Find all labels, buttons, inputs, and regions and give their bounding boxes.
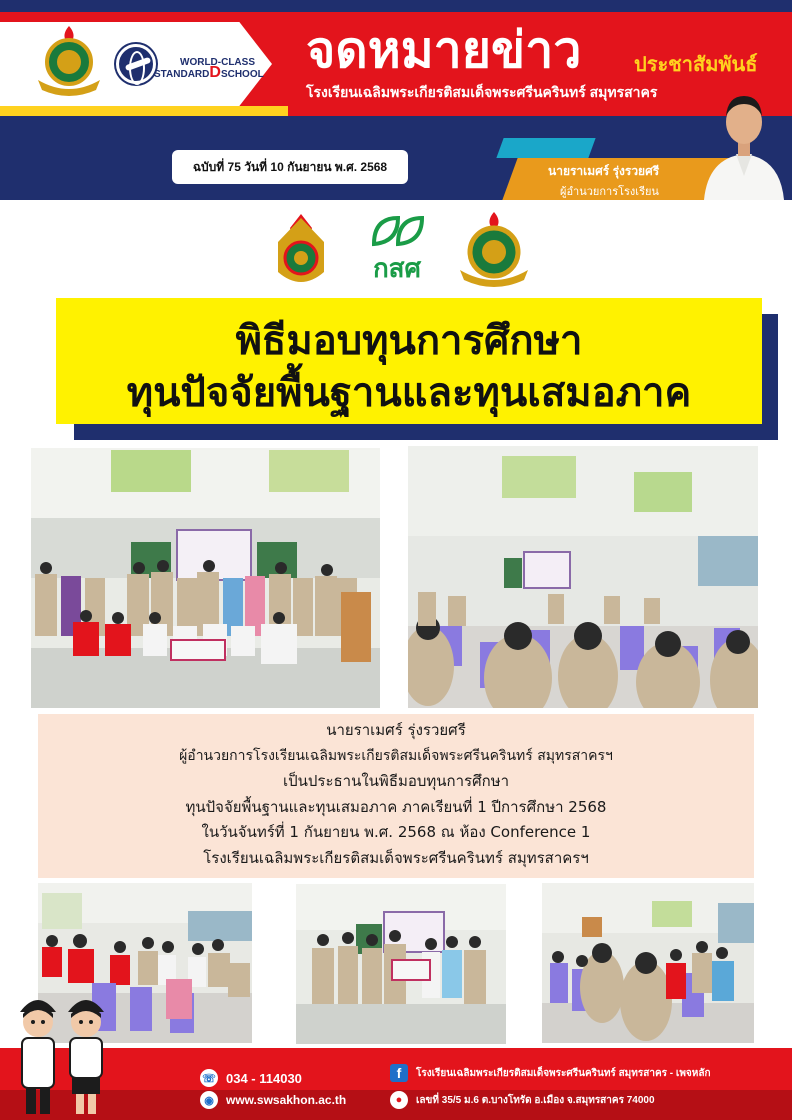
director-portrait xyxy=(700,80,788,200)
caption-line: นายราเมศร์ รุ่งรวยศรี xyxy=(326,721,466,739)
school-seal-icon xyxy=(34,24,104,96)
footer-website[interactable] xyxy=(200,1091,346,1109)
school-name: โรงเรียนเฉลิมพระเกียรติสมเด็จพระศรีนครินทร์ สมุทรสาคร xyxy=(306,84,658,100)
wcss-logo-text xyxy=(154,58,264,80)
phone-icon: ☏ xyxy=(200,1069,218,1087)
newsletter-header xyxy=(0,0,792,200)
globe-icon xyxy=(116,44,156,84)
student-mascots-illustration xyxy=(14,988,114,1120)
wcss-line2: STANDARD xyxy=(154,69,210,80)
footer-address xyxy=(390,1091,655,1109)
issue-badge: ฉบับที่ 75 วันที่ 10 กันยายน พ.ศ. 2568 xyxy=(172,150,408,184)
header-yellow-stripe xyxy=(0,106,288,116)
school-seal-icon-2 xyxy=(456,210,532,290)
wcss-letter: D xyxy=(209,64,221,81)
facebook-page-name: โรงเรียนเฉลิมพระเกียรติสมเด็จพระศรีนครินทร์ สมุทรสาคร - เพจหลัก xyxy=(416,1067,711,1079)
caption-line: โรงเรียนเฉลิมพระเกียรติสมเด็จพระศรีนครินทร์ สมุทรสาครฯ xyxy=(203,848,589,867)
photo-scholarship-handover xyxy=(296,884,506,1044)
photo-audience-hall xyxy=(408,446,758,708)
caption-line: ผู้อำนวยการโรงเรียนเฉลิมพระเกียรติสมเด็จพระศรีนครินทร์ สมุทรสาครฯ xyxy=(179,747,613,764)
eef-logo-text: กสศ xyxy=(372,253,422,283)
headline-line-1: พิธีมอบทุนการศึกษา xyxy=(235,319,583,363)
newsletter-subtitle: ประชาสัมพันธ์ xyxy=(634,54,758,76)
title-banner xyxy=(56,298,762,424)
newsletter-title: จดหมายข่าว xyxy=(306,22,582,78)
director-band-accent xyxy=(496,138,595,158)
phone-number: 034 - 114030 xyxy=(226,1070,302,1086)
caption-box xyxy=(38,714,754,878)
footer-phone[interactable] xyxy=(200,1069,302,1087)
wcss-line3: SCHOOL xyxy=(220,69,264,80)
website-url: www.swsakhon.ac.th xyxy=(226,1093,347,1107)
location-pin-icon: ● xyxy=(390,1091,408,1109)
photo-parents-seated xyxy=(542,883,754,1043)
address-text: เลขที่ 35/5 ม.6 ต.บางโทรัด อ.เมือง จ.สมุทรสาคร 74000 xyxy=(416,1094,655,1106)
leaf-icon xyxy=(370,214,426,248)
director-name: นายราเมศร์ รุ่งรวยศรี xyxy=(548,164,660,178)
caption-line: เป็นประธานในพิธีมอบทุนการศึกษา xyxy=(282,772,510,790)
wcss-line1: WORLD-CLASS xyxy=(180,57,255,68)
ministry-seal-icon xyxy=(272,212,330,292)
headline-line-2: ทุนปัจจัยพื้นฐานและทุนเสมอภาค xyxy=(126,371,692,415)
footer-facebook[interactable] xyxy=(390,1064,711,1082)
caption-line: ในวันจันทร์ที่ 1 กันยายน พ.ศ. 2568 ณ ห้อง Conference 1 xyxy=(201,823,591,841)
caption-line: ทุนปัจจัยพื้นฐานและทุนเสมอภาค ภาคเรียนที่ 1 ปีการศึกษา 2568 xyxy=(185,797,607,816)
world-class-standard-school-logo xyxy=(116,44,264,88)
eef-logo xyxy=(362,214,432,284)
photo-group-ceremony xyxy=(31,448,380,708)
director-role: ผู้อำนวยการโรงเรียน xyxy=(560,186,659,198)
globe-icon: ◉ xyxy=(200,1091,218,1109)
facebook-icon: f xyxy=(390,1064,408,1082)
